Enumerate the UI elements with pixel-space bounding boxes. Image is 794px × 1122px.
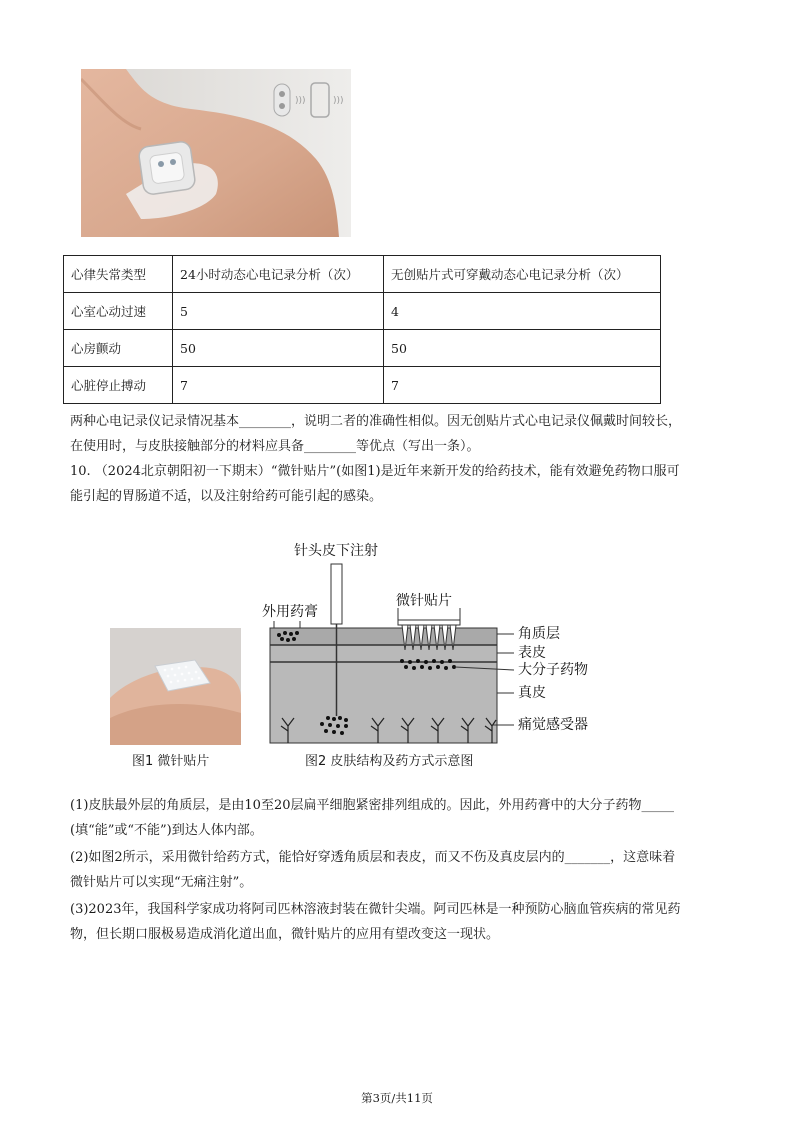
table-row — [64, 330, 661, 367]
skin-structure-diagram — [260, 538, 610, 750]
text-line: (3)2023年，我国科学家成功将阿司匹林溶液封装在微针尖端。阿司匹林是一种预防心脑血管疾病的常见药 — [70, 902, 681, 917]
macromolecule-drug-label: 大分子药物 — [518, 662, 588, 678]
sub-question-2 — [70, 845, 730, 895]
ecg-conclusion-paragraph — [70, 409, 730, 459]
microneedle-patch-label: 微针贴片 — [396, 593, 452, 609]
text-line: 能引起的胃肠道不适，以及注射给药可能引起的感染。 — [70, 489, 383, 504]
figure-1-caption: 图1 微针贴片 — [132, 754, 210, 769]
epidermis-label: 表皮 — [518, 645, 546, 661]
ecg-patch-photo — [81, 69, 351, 237]
table-cell: 4 — [384, 293, 661, 330]
dermis-label: 真皮 — [518, 685, 546, 701]
patch-bracket — [398, 608, 460, 620]
patch-base — [398, 620, 460, 625]
table-cell: 50 — [384, 330, 661, 367]
figure-2-caption: 图2 皮肤结构及药方式示意图 — [305, 754, 474, 769]
syringe-barrel — [331, 564, 342, 624]
sub-question-1 — [70, 793, 730, 843]
table-cell: 心室心动过速 — [64, 293, 173, 330]
sub-question-3 — [70, 897, 730, 947]
table-cell: 5 — [173, 293, 384, 330]
table-cell: 50 — [173, 330, 384, 367]
table-header-cell: 心律失常类型 — [64, 256, 173, 293]
table-cell: 7 — [384, 367, 661, 404]
text-line: 在使用时，与皮肤接触部分的材料应具备________等优点（写出一条）。 — [70, 439, 480, 454]
stratum-corneum-layer — [270, 628, 497, 645]
text-line: 10. （2024北京朝阳初一下期末）“微针贴片”(如图1)是近年来新开发的给药技术，能有效避免药物口服可 — [70, 464, 680, 479]
text-line: (2)如图2所示，采用微针给药方式，能恰好穿透角质层和表皮，而又不伤及真皮层内的_______，这意味着 — [70, 850, 676, 865]
page-number-footer: 第3页/共11页 — [361, 1091, 433, 1105]
table-header-row — [64, 256, 661, 293]
stratum-corneum-label: 角质层 — [518, 626, 560, 642]
table-header-cell: 24小时动态心电记录分析（次） — [173, 256, 384, 293]
text-line: 微针贴片可以实现“无痛注射”。 — [70, 875, 253, 890]
table-cell: 心脏停止搏动 — [64, 367, 173, 404]
text-line: (1)皮肤最外层的角质层，是由10至20层扁平细胞紧密排列组成的。因此，外用药膏中的大分子药物_____ — [70, 798, 674, 813]
text-line: 物，但长期口服极易造成消化道出血，微针贴片的应用有望改变这一现状。 — [70, 927, 500, 942]
ointment-bracket — [274, 621, 300, 628]
svg-text:))): ))) — [333, 96, 344, 106]
table-cell: 7 — [173, 367, 384, 404]
microneedle-patch-photo — [110, 628, 241, 745]
arrhythmia-table — [63, 255, 661, 404]
text-line: (填“能”或“不能”)到达人体内部。 — [70, 823, 263, 838]
question-10-intro — [70, 459, 730, 509]
ointment-label: 外用药膏 — [262, 604, 318, 620]
table-cell: 心房颤动 — [64, 330, 173, 367]
table-row — [64, 367, 661, 404]
needle-injection-label: 针头皮下注射 — [294, 543, 378, 559]
table-header-cell: 无创贴片式可穿戴动态心电记录分析（次） — [384, 256, 661, 293]
text-line: 两种心电记录仪记录情况基本________，说明二者的准确性相似。因无创贴片式心电记录仪佩戴时间较长， — [70, 414, 682, 429]
table-row — [64, 293, 661, 330]
pain-receptor-label: 痛觉感受器 — [518, 717, 588, 733]
svg-text:))): ))) — [295, 96, 306, 106]
